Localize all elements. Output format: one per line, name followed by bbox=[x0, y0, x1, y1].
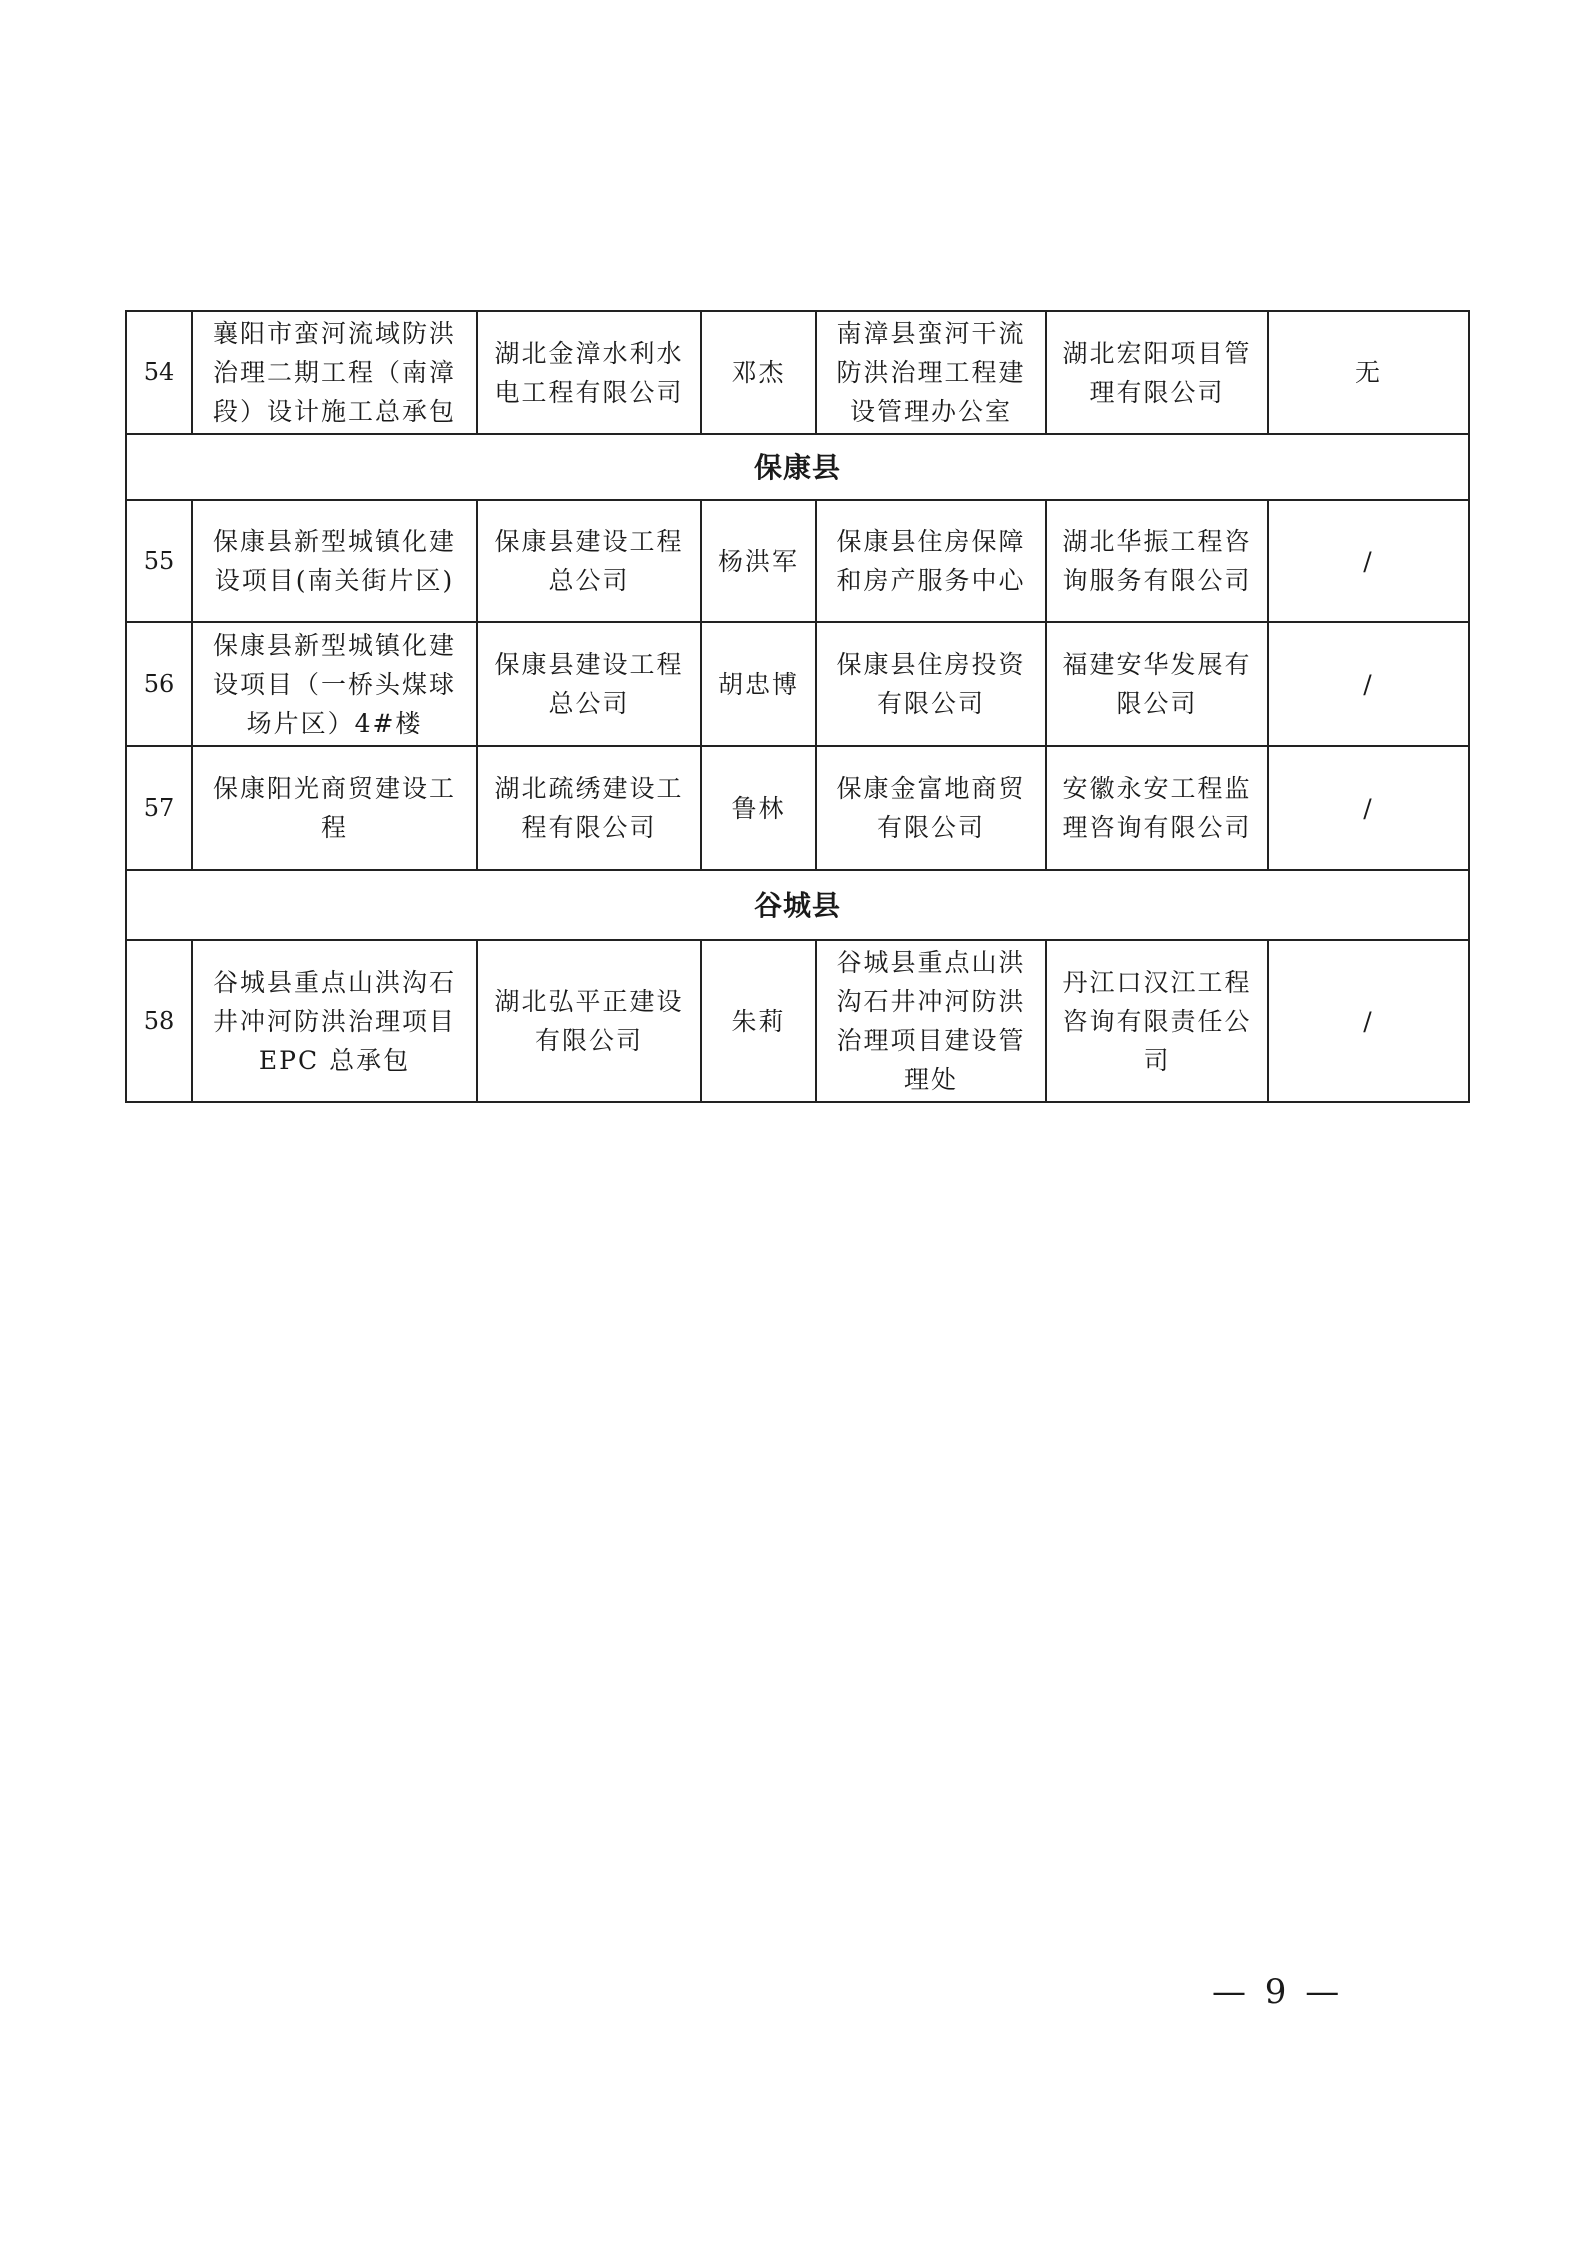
project-name: 保康县新型城镇化建设项目(南关街片区) bbox=[192, 500, 477, 622]
supervisor-unit: 湖北宏阳项目管理有限公司 bbox=[1046, 311, 1268, 434]
supervisor-unit: 湖北华振工程咨询服务有限公司 bbox=[1046, 500, 1268, 622]
project-name: 谷城县重点山洪沟石井冲河防洪治理项目 EPC 总承包 bbox=[192, 940, 477, 1102]
project-manager: 杨洪军 bbox=[701, 500, 816, 622]
supervisor-unit: 安徽永安工程监理咨询有限公司 bbox=[1046, 746, 1268, 870]
table-row bbox=[126, 940, 1469, 1102]
row-number: 56 bbox=[126, 622, 192, 746]
table-row bbox=[126, 311, 1469, 434]
owner-unit: 保康县住房保障和房产服务中心 bbox=[816, 500, 1046, 622]
remark: / bbox=[1268, 746, 1469, 870]
section-title: 谷城县 bbox=[126, 870, 1469, 940]
section-row bbox=[126, 870, 1469, 940]
contractor-name: 湖北疏绣建设工程有限公司 bbox=[477, 746, 701, 870]
project-table bbox=[125, 310, 1470, 1103]
project-name: 襄阳市蛮河流域防洪治理二期工程（南漳段）设计施工总承包 bbox=[192, 311, 477, 434]
owner-unit: 谷城县重点山洪沟石井冲河防洪治理项目建设管理处 bbox=[816, 940, 1046, 1102]
remark: / bbox=[1268, 500, 1469, 622]
contractor-name: 湖北金漳水利水电工程有限公司 bbox=[477, 311, 701, 434]
contractor-name: 保康县建设工程总公司 bbox=[477, 622, 701, 746]
supervisor-unit: 福建安华发展有限公司 bbox=[1046, 622, 1268, 746]
contractor-name: 保康县建设工程总公司 bbox=[477, 500, 701, 622]
section-title: 保康县 bbox=[126, 434, 1469, 500]
project-name: 保康县新型城镇化建设项目（一桥头煤球场片区）4#楼 bbox=[192, 622, 477, 746]
row-number: 54 bbox=[126, 311, 192, 434]
project-manager: 鲁林 bbox=[701, 746, 816, 870]
supervisor-unit: 丹江口汉江工程咨询有限责任公司 bbox=[1046, 940, 1268, 1102]
table-row bbox=[126, 746, 1469, 870]
table-body bbox=[126, 311, 1469, 1102]
page-number: — 9 — bbox=[1212, 1972, 1344, 2012]
project-manager: 朱莉 bbox=[701, 940, 816, 1102]
contractor-name: 湖北弘平正建设有限公司 bbox=[477, 940, 701, 1102]
owner-unit: 南漳县蛮河干流防洪治理工程建设管理办公室 bbox=[816, 311, 1046, 434]
project-name: 保康阳光商贸建设工程 bbox=[192, 746, 477, 870]
table-row bbox=[126, 622, 1469, 746]
row-number: 58 bbox=[126, 940, 192, 1102]
remark: / bbox=[1268, 940, 1469, 1102]
remark: / bbox=[1268, 622, 1469, 746]
row-number: 55 bbox=[126, 500, 192, 622]
project-manager: 邓杰 bbox=[701, 311, 816, 434]
table-row bbox=[126, 500, 1469, 622]
section-row bbox=[126, 434, 1469, 500]
project-manager: 胡忠博 bbox=[701, 622, 816, 746]
owner-unit: 保康县住房投资有限公司 bbox=[816, 622, 1046, 746]
row-number: 57 bbox=[126, 746, 192, 870]
remark: 无 bbox=[1268, 311, 1469, 434]
owner-unit: 保康金富地商贸有限公司 bbox=[816, 746, 1046, 870]
